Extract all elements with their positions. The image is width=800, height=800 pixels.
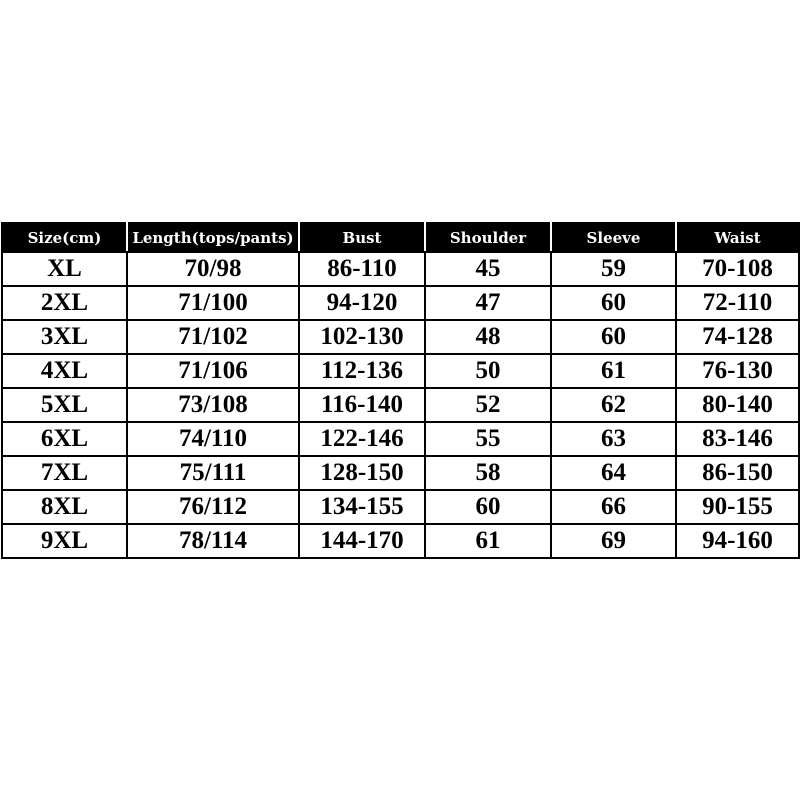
sleeve-cell: 62 (551, 388, 676, 422)
table-row (2, 422, 799, 456)
shoulder-cell: 45 (425, 252, 551, 286)
length-cell: 75/111 (127, 456, 299, 490)
bust-cell: 116-140 (299, 388, 425, 422)
shoulder-cell: 50 (425, 354, 551, 388)
waist-cell: 70-108 (676, 252, 799, 286)
waist-cell: 76-130 (676, 354, 799, 388)
bust-cell: 144-170 (299, 524, 425, 558)
sleeve-cell: 59 (551, 252, 676, 286)
table-row (2, 286, 799, 320)
sleeve-cell: 64 (551, 456, 676, 490)
waist-cell: 86-150 (676, 456, 799, 490)
shoulder-cell: 52 (425, 388, 551, 422)
size-cell: 7XL (2, 456, 127, 490)
sleeve-cell: 60 (551, 320, 676, 354)
sleeve-cell: 66 (551, 490, 676, 524)
size-chart-table (1, 222, 800, 559)
waist-cell: 94-160 (676, 524, 799, 558)
size-cell: 6XL (2, 422, 127, 456)
length-cell: 71/100 (127, 286, 299, 320)
table-row (2, 320, 799, 354)
size-cell: XL (2, 252, 127, 286)
sleeve-cell: 69 (551, 524, 676, 558)
size-cell: 9XL (2, 524, 127, 558)
header-length: Length(tops/pants) (127, 223, 299, 252)
table-row (2, 354, 799, 388)
header-bust: Bust (299, 223, 425, 252)
sleeve-cell: 60 (551, 286, 676, 320)
shoulder-cell: 47 (425, 286, 551, 320)
size-cell: 4XL (2, 354, 127, 388)
sleeve-cell: 63 (551, 422, 676, 456)
length-cell: 78/114 (127, 524, 299, 558)
header-waist: Waist (676, 223, 799, 252)
table-row (2, 490, 799, 524)
table-row (2, 456, 799, 490)
header-size: Size(cm) (2, 223, 127, 252)
shoulder-cell: 58 (425, 456, 551, 490)
shoulder-cell: 60 (425, 490, 551, 524)
bust-cell: 86-110 (299, 252, 425, 286)
size-cell: 5XL (2, 388, 127, 422)
length-cell: 76/112 (127, 490, 299, 524)
table-row (2, 252, 799, 286)
size-cell: 2XL (2, 286, 127, 320)
length-cell: 73/108 (127, 388, 299, 422)
sleeve-cell: 61 (551, 354, 676, 388)
header-sleeve: Sleeve (551, 223, 676, 252)
size-chart-body (2, 252, 799, 558)
waist-cell: 83-146 (676, 422, 799, 456)
waist-cell: 80-140 (676, 388, 799, 422)
bust-cell: 102-130 (299, 320, 425, 354)
bust-cell: 122-146 (299, 422, 425, 456)
shoulder-cell: 55 (425, 422, 551, 456)
bust-cell: 112-136 (299, 354, 425, 388)
bust-cell: 128-150 (299, 456, 425, 490)
bust-cell: 94-120 (299, 286, 425, 320)
size-chart-header (2, 223, 799, 252)
header-row (2, 223, 799, 252)
header-shoulder: Shoulder (425, 223, 551, 252)
waist-cell: 74-128 (676, 320, 799, 354)
length-cell: 70/98 (127, 252, 299, 286)
length-cell: 74/110 (127, 422, 299, 456)
shoulder-cell: 48 (425, 320, 551, 354)
length-cell: 71/102 (127, 320, 299, 354)
shoulder-cell: 61 (425, 524, 551, 558)
table-row (2, 524, 799, 558)
waist-cell: 90-155 (676, 490, 799, 524)
length-cell: 71/106 (127, 354, 299, 388)
waist-cell: 72-110 (676, 286, 799, 320)
bust-cell: 134-155 (299, 490, 425, 524)
size-cell: 3XL (2, 320, 127, 354)
table-row (2, 388, 799, 422)
size-cell: 8XL (2, 490, 127, 524)
